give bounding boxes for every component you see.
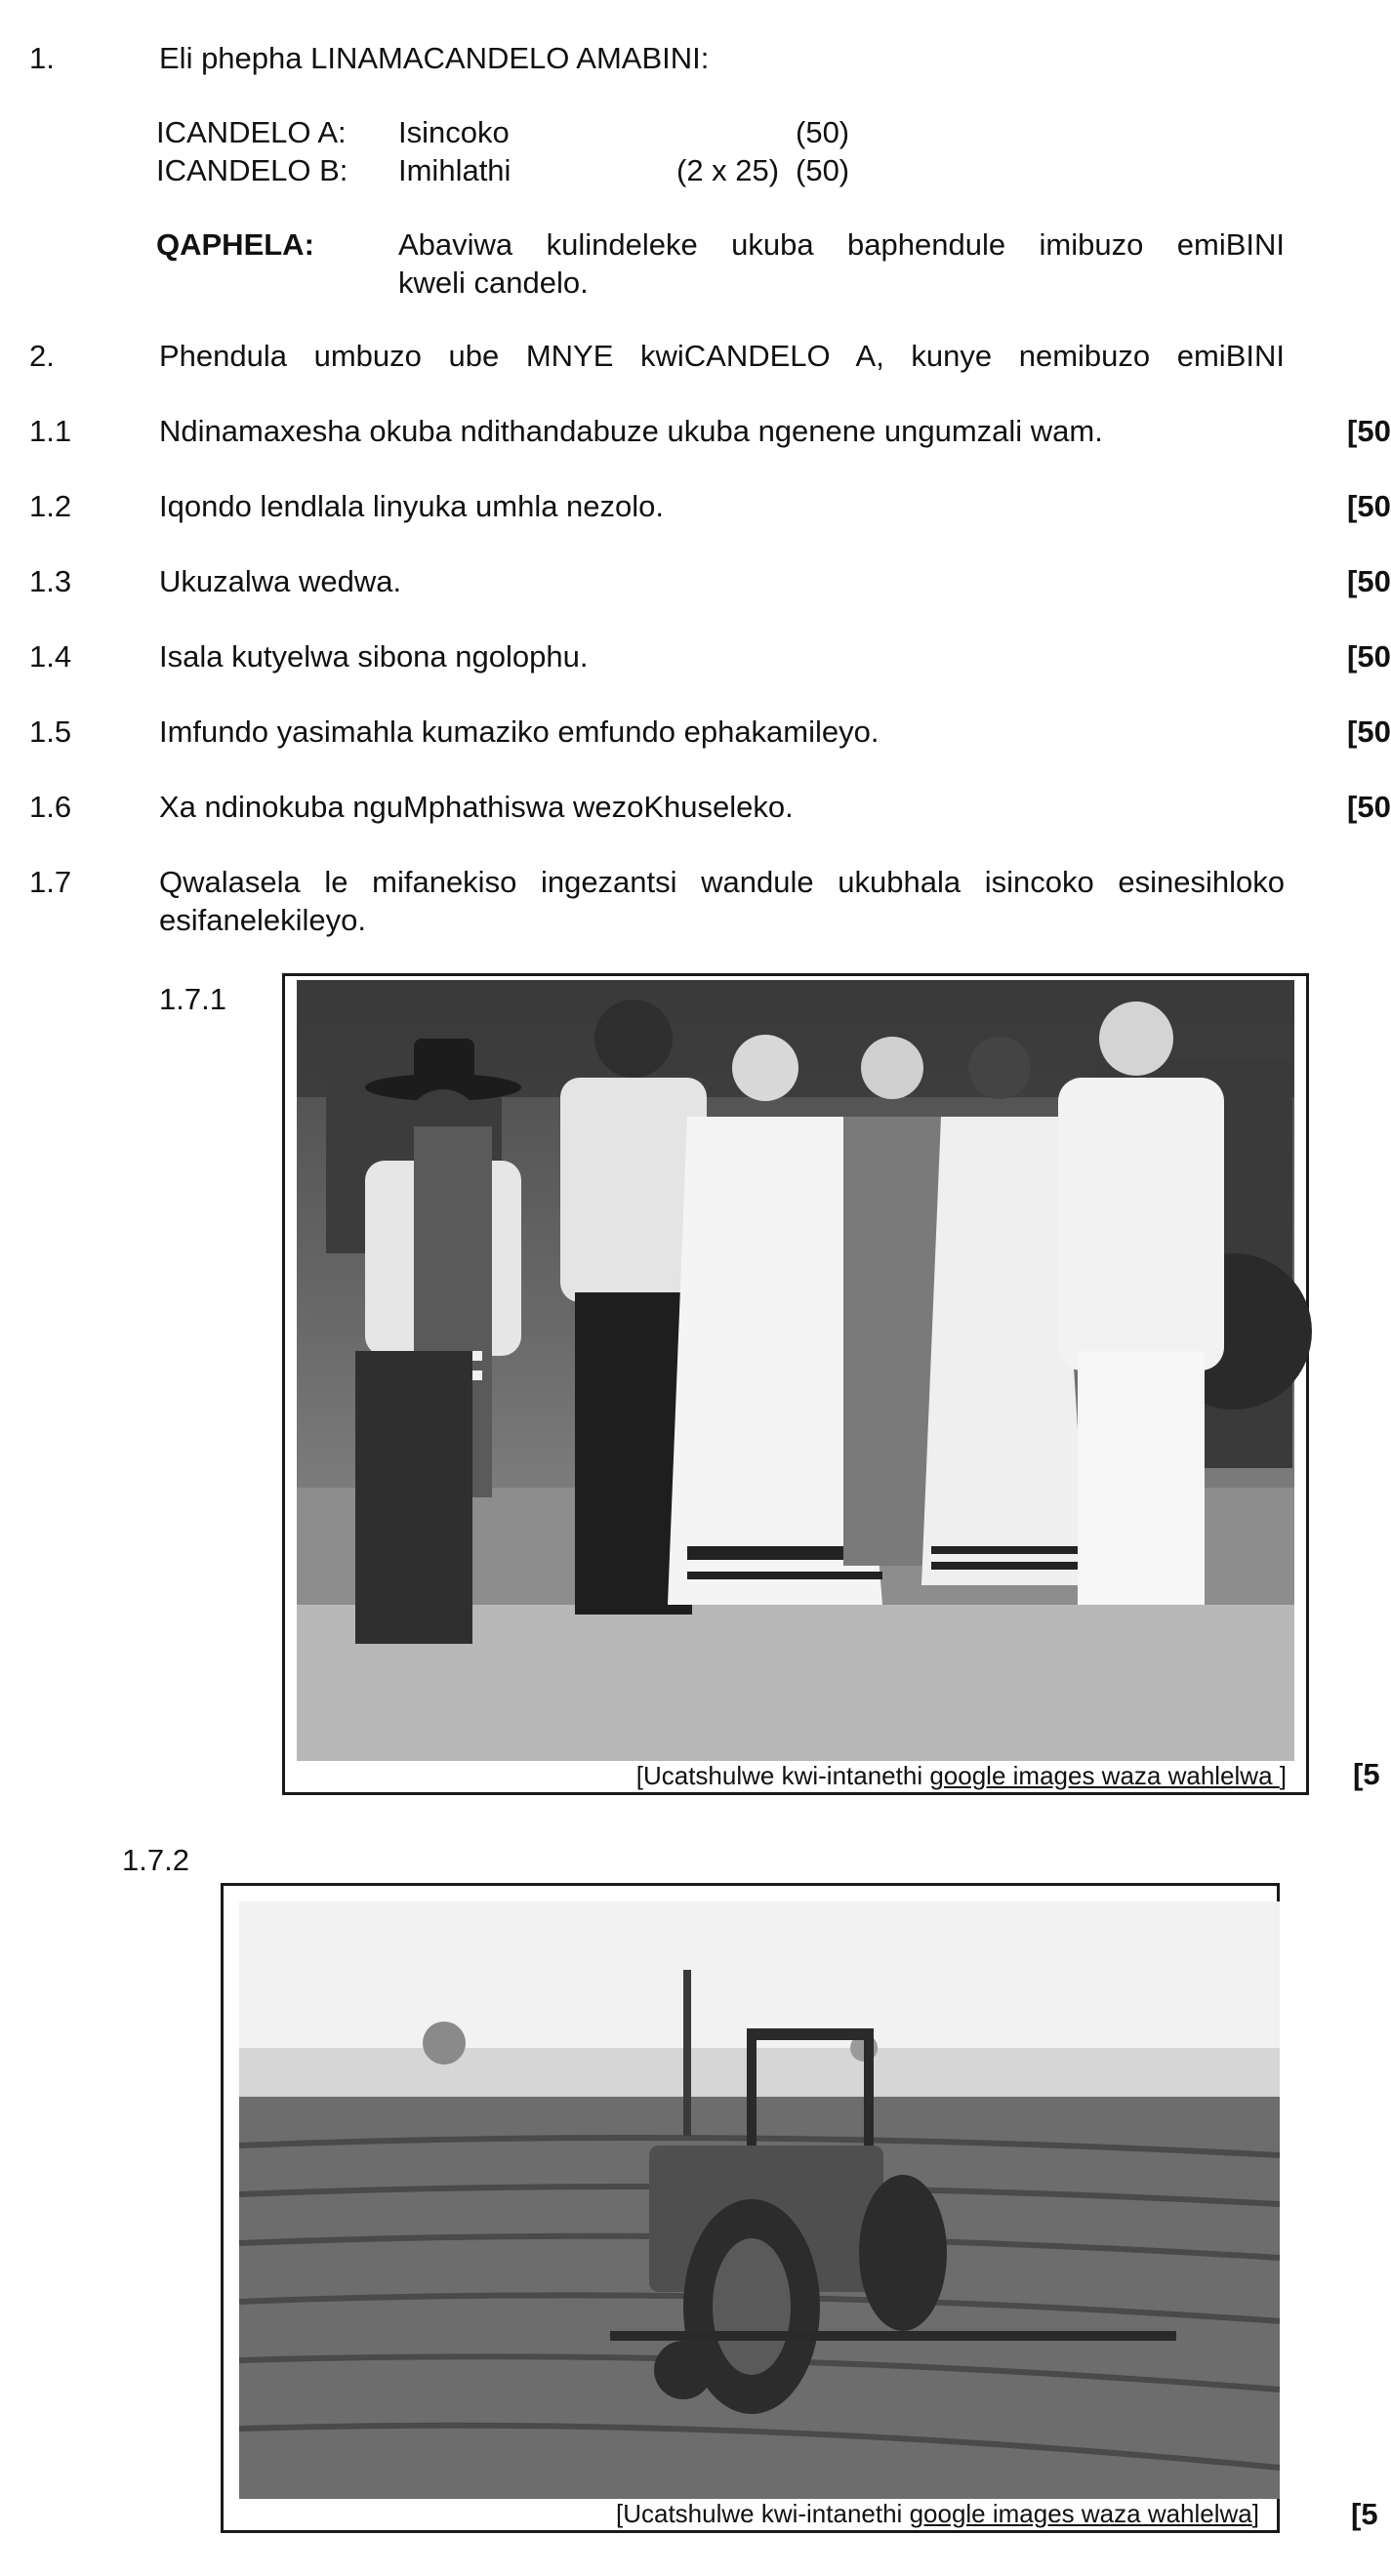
question-number: 1.6	[29, 790, 72, 824]
section-b-breakdown: (2 x 25)	[676, 153, 780, 187]
question-text: Iqondo lendlala linyuka umhla nezolo.	[159, 489, 665, 523]
image-2-caption-prefix: [Ucatshulwe kwi-intanethi	[615, 2499, 910, 2528]
image-2-marks: [5	[1351, 2497, 1378, 2531]
image-2-frame	[221, 1883, 1280, 2533]
image-1-caption	[636, 1761, 1287, 1790]
question-1-7-number: 1.7	[29, 865, 72, 899]
item2-text: Phendula umbuzo ube MNYE kwiCANDELO A, kunye nemibuzo emiBINI	[159, 339, 1285, 373]
question-text: Ndinamaxesha okuba ndithandabuze ukuba ngenene ungumzali wam.	[159, 414, 1103, 448]
section-b-label: ICANDELO B:	[156, 153, 348, 187]
image-1-caption-link: google images waza wahlelwa	[929, 1761, 1280, 1790]
tractor-photo	[239, 1901, 1280, 2499]
question-1-7-line-1: Qwalasela le mifanekiso ingezantsi wandule ukubhala isincoko esinesihloko	[159, 865, 1285, 899]
section-b-name: Imihlathi	[398, 153, 511, 187]
question-1-7-line-2: esifanelekileyo.	[159, 903, 366, 937]
item1-number: 1.	[29, 41, 55, 75]
question-1-7-text	[159, 863, 1285, 939]
image-1-number: 1.7.1	[159, 982, 226, 1016]
image-1-frame	[282, 973, 1309, 1795]
note-text	[398, 225, 1285, 302]
note-line-1: Abaviwa kulindeleke ukuba baphendule imibuzo emiBINI	[398, 227, 1285, 262]
image-2-number: 1.7.2	[122, 1843, 189, 1877]
note-label: QAPHELA:	[156, 227, 314, 262]
image-2-caption-link: google images waza wahlelwa	[909, 2499, 1252, 2528]
question-text: Imfundo yasimahla kumaziko emfundo ephakamileyo.	[159, 715, 880, 749]
question-number: 1.3	[29, 564, 72, 598]
group-photo	[297, 980, 1294, 1761]
question-marks: [50	[1347, 489, 1391, 523]
question-number: 1.2	[29, 489, 72, 523]
question-marks: [50	[1347, 790, 1391, 824]
question-text: Isala kutyelwa sibona ngolophu.	[159, 639, 589, 674]
question-number: 1.1	[29, 414, 72, 448]
question-marks: [50	[1347, 639, 1391, 674]
item2-number: 2.	[29, 339, 55, 373]
image-1-caption-prefix: [Ucatshulwe kwi-intanethi	[635, 1761, 930, 1790]
image-2-caption	[616, 2499, 1259, 2528]
image-1-marks: [5	[1353, 1757, 1380, 1791]
image-1-caption-suffix: ]	[1279, 1761, 1287, 1790]
question-number: 1.4	[29, 639, 72, 674]
section-a-name: Isincoko	[398, 115, 510, 149]
question-number: 1.5	[29, 715, 72, 749]
section-a-marks: (50)	[796, 115, 850, 149]
question-text: Ukuzalwa wedwa.	[159, 564, 402, 598]
note-line-2: kweli candelo.	[398, 266, 589, 300]
question-marks: [50	[1347, 564, 1391, 598]
group-photo-illustration	[297, 980, 1294, 1761]
tractor-illustration	[239, 1901, 1280, 2499]
question-text: Xa ndinokuba nguMphathiswa wezoKhuseleko.	[159, 790, 794, 824]
question-marks: [50	[1347, 414, 1391, 448]
item1-text: Eli phepha LINAMACANDELO AMABINI:	[159, 41, 710, 75]
section-b-marks: (50)	[796, 153, 850, 187]
section-a-label: ICANDELO A:	[156, 115, 347, 149]
question-marks: [50	[1347, 715, 1391, 749]
image-2-caption-suffix: ]	[1251, 2499, 1259, 2528]
